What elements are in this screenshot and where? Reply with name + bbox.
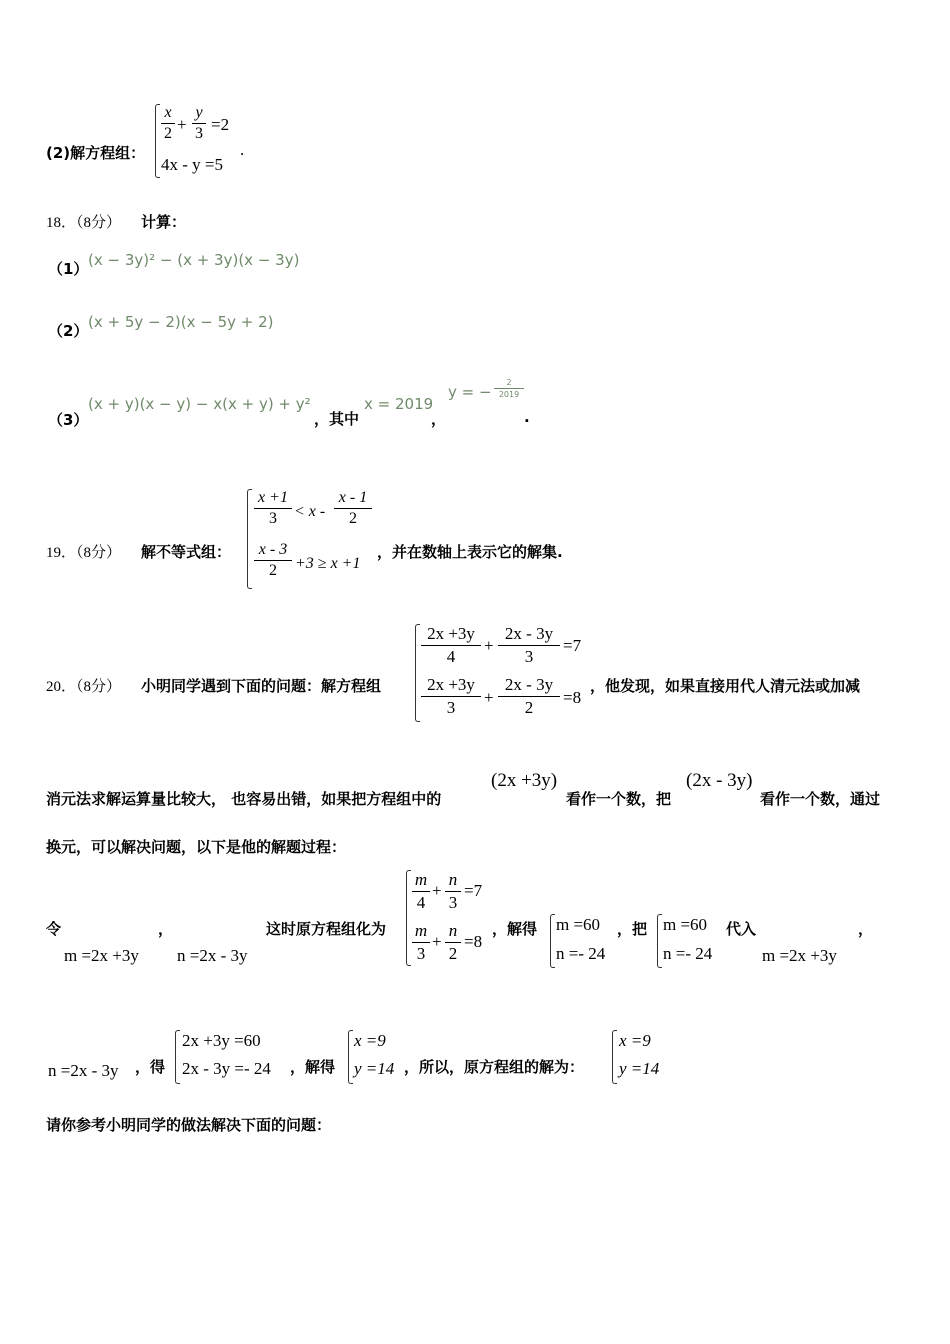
equation-rhs: =8 [464, 932, 483, 951]
put-text: ，把 [617, 920, 648, 938]
equation-line: x =9 [354, 1031, 386, 1050]
n-definition: n =2x - 3y [177, 946, 248, 965]
equation-line: n =- 24 [663, 944, 713, 963]
q18-item3-label: （3） [48, 411, 89, 429]
so-text: ，所以，原方程组的解为： [404, 1058, 585, 1076]
paren-expr: (2x - 3y) [686, 770, 753, 791]
q19-number: 19．（8分） [46, 545, 122, 561]
fraction: x - 1 2 [334, 489, 372, 528]
q20-tail1: ，他发现，如果直接用代人清元法或加减 [590, 677, 861, 695]
equation-line: 4x - y =5 [161, 155, 223, 174]
paren-expr: (2x +3y) [491, 770, 558, 791]
brace [247, 489, 252, 589]
equation-rhs: =7 [464, 881, 483, 900]
fraction: 2x +3y 4 [421, 624, 481, 667]
fraction: n 3 [445, 870, 461, 913]
equation-line: x =9 [619, 1031, 651, 1050]
q18-title: 计算： [141, 213, 187, 231]
q20-number: 20．（8分） [46, 679, 122, 695]
final-text: 请你参考小明同学的做法解决下面的问题： [46, 1116, 332, 1134]
equation-line: 2x - 3y =- 24 [182, 1059, 271, 1078]
q19-title: 解不等式组： [141, 543, 232, 561]
fraction: m 3 [412, 921, 430, 964]
fraction: x - 3 2 [254, 541, 292, 580]
brace [155, 104, 160, 178]
period: . [240, 140, 245, 159]
q18-item2-label: （2） [48, 322, 89, 340]
get-text: ，得 [135, 1058, 166, 1076]
m-definition: m =2x +3y [762, 946, 837, 965]
fraction: 2x +3y 3 [421, 675, 481, 718]
fraction: x +1 3 [254, 489, 292, 528]
plus-sign: + [484, 688, 494, 707]
comma: ， [858, 920, 874, 938]
fraction: 2x - 3y 2 [498, 675, 560, 718]
fraction: 2x - 3y 3 [498, 624, 560, 667]
period: . [524, 408, 530, 426]
q20-intro: 小明同学遇到下面的问题：解方程组 [141, 677, 382, 695]
equation-line: y =14 [619, 1059, 660, 1078]
x-value: x = 2019 [364, 395, 434, 413]
solve-text: ，解得 [492, 920, 538, 938]
q20-line2c: 看作一个数，通过 [760, 790, 881, 808]
plus-sign: + [432, 932, 442, 951]
p2-label: (2)解方程组： [46, 144, 146, 162]
brace [415, 624, 420, 722]
plus-sign: + [484, 636, 494, 655]
equation-rhs: =8 [563, 688, 582, 707]
y-fraction: 2 2019 [494, 378, 524, 399]
q18-item1-expr: (x − 3y)² − (x + 3y)(x − 3y) [88, 251, 300, 269]
plus-sign: + [432, 881, 442, 900]
q18-item3-expr: (x + y)(x − y) − x(x + y) + y² [88, 395, 311, 413]
fraction: n 2 [445, 921, 461, 964]
q20-line3: 换元，可以解决问题，以下是他的解题过程： [46, 838, 347, 856]
q19-tail: ，并在数轴上表示它的解集. [377, 543, 563, 561]
solve-text: ，解得 [290, 1058, 336, 1076]
q20-line2b: 看作一个数，把 [566, 790, 672, 808]
q18-item1-label: （1） [48, 260, 89, 278]
equation-line: m =60 [556, 915, 601, 934]
equation-line: n =- 24 [556, 944, 606, 963]
fraction: m 4 [412, 870, 430, 913]
ling-text: 令 [46, 920, 62, 938]
m-definition: m =2x +3y [64, 946, 139, 965]
inequality-rest: +3 ≥ x +1 [295, 555, 361, 572]
q20-line2a: 消元法求解运算量比较大， 也容易出错，如果把方程组中的 [46, 790, 442, 808]
brace [612, 1030, 617, 1084]
plus-sign: + [177, 115, 187, 134]
where-text: ，其中 [314, 410, 360, 428]
q18-item2-expr: (x + 5y − 2)(x − 5y + 2) [88, 313, 274, 331]
equation-line: m =60 [663, 915, 708, 934]
into-text: 代入 [726, 920, 757, 938]
then-text: 这时原方程组化为 [266, 920, 387, 938]
brace [406, 870, 411, 966]
comma: ， [431, 410, 447, 428]
brace [550, 914, 555, 968]
equation-line: y =14 [354, 1059, 395, 1078]
fraction: x 2 [161, 104, 175, 143]
inequality-mid: < x - [294, 503, 326, 520]
brace [348, 1030, 353, 1084]
equation-line: 2x +3y =60 [182, 1031, 261, 1050]
equation-rhs: =7 [563, 636, 582, 655]
equation-rhs: =2 [211, 115, 230, 134]
brace [175, 1030, 180, 1084]
fraction: y 3 [192, 104, 206, 143]
y-value: y = − [448, 383, 492, 401]
n-definition: n =2x - 3y [48, 1061, 119, 1080]
q18-number: 18．（8分） [46, 215, 122, 231]
brace [657, 914, 662, 968]
comma: ， [158, 920, 174, 938]
